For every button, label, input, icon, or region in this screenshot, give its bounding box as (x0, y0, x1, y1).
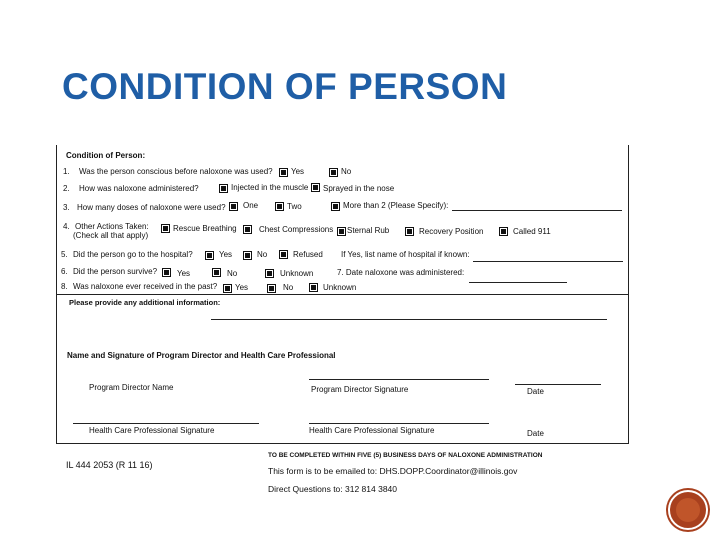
q4-rescue-label: Rescue Breathing (173, 224, 237, 233)
q3-one-label: One (243, 201, 259, 210)
q2-number: 2. (63, 184, 70, 193)
pd-signature-line[interactable] (309, 379, 489, 380)
q1-text: Was the person conscious before naloxone was used? (79, 167, 273, 176)
footer-phone: Direct Questions to: 312 814 3840 (268, 484, 397, 494)
q5-no-label: No (257, 250, 268, 259)
q3-more-checkbox[interactable] (331, 202, 340, 211)
q5-number: 5. (61, 250, 68, 259)
date1-line[interactable] (515, 384, 601, 385)
q8-no-label: No (283, 283, 294, 292)
q1-number: 1. (63, 167, 70, 176)
q8-unknown-checkbox[interactable] (309, 283, 318, 292)
pd-signature-label: Program Director Signature (311, 385, 409, 394)
q7-date-line[interactable] (469, 282, 567, 283)
q2-nose-checkbox[interactable] (311, 183, 320, 192)
q6-text: Did the person survive? (73, 267, 158, 276)
q4-text: Other Actions Taken: (75, 222, 149, 231)
q4-recovery-checkbox[interactable] (405, 227, 414, 236)
q1-no-label: No (341, 167, 352, 176)
q7-date-prompt: 7. Date naloxone was administered: (337, 268, 465, 277)
pd-name-label: Program Director Name (89, 383, 174, 392)
condition-form (56, 145, 629, 444)
hcp-signature-right-label: Health Care Professional Signature (309, 426, 435, 435)
q8-yes-label: Yes (235, 283, 249, 292)
additional-info-prompt: Please provide any additional information: (69, 298, 221, 307)
q5-hospital-line[interactable] (473, 261, 623, 262)
q3-text: How many doses of naloxone were used? (77, 203, 226, 212)
q8-text: Was naloxone ever received in the past? (73, 282, 218, 291)
q6-yes-label: Yes (177, 269, 191, 278)
q6-no-label: No (227, 269, 238, 278)
q5-yes-label: Yes (219, 250, 233, 259)
q4-number: 4. (63, 222, 70, 231)
q3-one-checkbox[interactable] (229, 202, 238, 211)
footer-email: This form is to be emailed to: DHS.DOPP.Coordinator@illinois.gov (268, 466, 518, 476)
q3-two-checkbox[interactable] (275, 202, 284, 211)
q1-yes-label: Yes (291, 167, 305, 176)
slide-title: CONDITION OF PERSON (62, 66, 508, 107)
q3-number: 3. (63, 203, 70, 212)
q8-no-checkbox[interactable] (267, 284, 276, 293)
date2-label: Date (527, 429, 544, 438)
q4-rescue-checkbox[interactable] (161, 224, 170, 233)
q4-chest-checkbox[interactable] (243, 225, 252, 234)
form-id: IL 444 2053 (R 11 16) (66, 460, 153, 470)
hcp-signature-left-label: Health Care Professional Signature (89, 426, 215, 435)
signature-section-header: Name and Signature of Program Director and Health Care Professional (67, 351, 336, 360)
hcp-left-line[interactable] (73, 423, 259, 424)
q4-chest-label: Chest Compressions (259, 225, 334, 234)
q4-911-label: Called 911 (513, 227, 551, 236)
q3-specify-line[interactable] (452, 210, 622, 211)
q5-no-checkbox[interactable] (243, 251, 252, 260)
q4-subtext: (Check all that apply) (73, 231, 149, 240)
q6-unknown-checkbox[interactable] (265, 269, 274, 278)
q3-more-label: More than 2 (Please Specify): (343, 201, 449, 210)
q5-hospital-prompt: If Yes, list name of hospital if known: (341, 250, 470, 259)
q3-two-label: Two (287, 202, 302, 211)
q4-sternal-label: Sternal Rub (347, 226, 390, 235)
q8-yes-checkbox[interactable] (223, 284, 232, 293)
q5-yes-checkbox[interactable] (205, 251, 214, 260)
section-divider (57, 294, 628, 295)
q6-no-checkbox[interactable] (212, 268, 221, 277)
q5-text: Did the person go to the hospital? (73, 250, 193, 259)
footer-deadline: TO BE COMPLETED WITHIN FIVE (5) BUSINESS DAYS OF NALOXONE ADMINISTRATION (268, 452, 543, 459)
q5-refused-checkbox[interactable] (279, 250, 288, 259)
logo-icon (668, 490, 708, 530)
date1-label: Date (527, 387, 544, 396)
q5-refused-label: Refused (293, 250, 323, 259)
q6-yes-checkbox[interactable] (162, 268, 171, 277)
hcp-right-line[interactable] (309, 423, 489, 424)
q4-911-checkbox[interactable] (499, 227, 508, 236)
q1-yes-checkbox[interactable] (279, 168, 288, 177)
q4-sternal-checkbox[interactable] (337, 227, 346, 236)
q2-muscle-label: Injected in the muscle (231, 183, 309, 192)
q6-number: 6. (61, 267, 68, 276)
q8-number: 8. (61, 282, 68, 291)
q2-text: How was naloxone administered? (79, 184, 199, 193)
q4-recovery-label: Recovery Position (419, 227, 484, 236)
form-header: Condition of Person: (66, 151, 146, 160)
q2-muscle-checkbox[interactable] (219, 184, 228, 193)
q8-unknown-label: Unknown (323, 283, 357, 292)
q2-nose-label: Sprayed in the nose (323, 184, 395, 193)
q1-no-checkbox[interactable] (329, 168, 338, 177)
additional-info-line[interactable] (211, 319, 607, 320)
q6-unknown-label: Unknown (280, 269, 314, 278)
